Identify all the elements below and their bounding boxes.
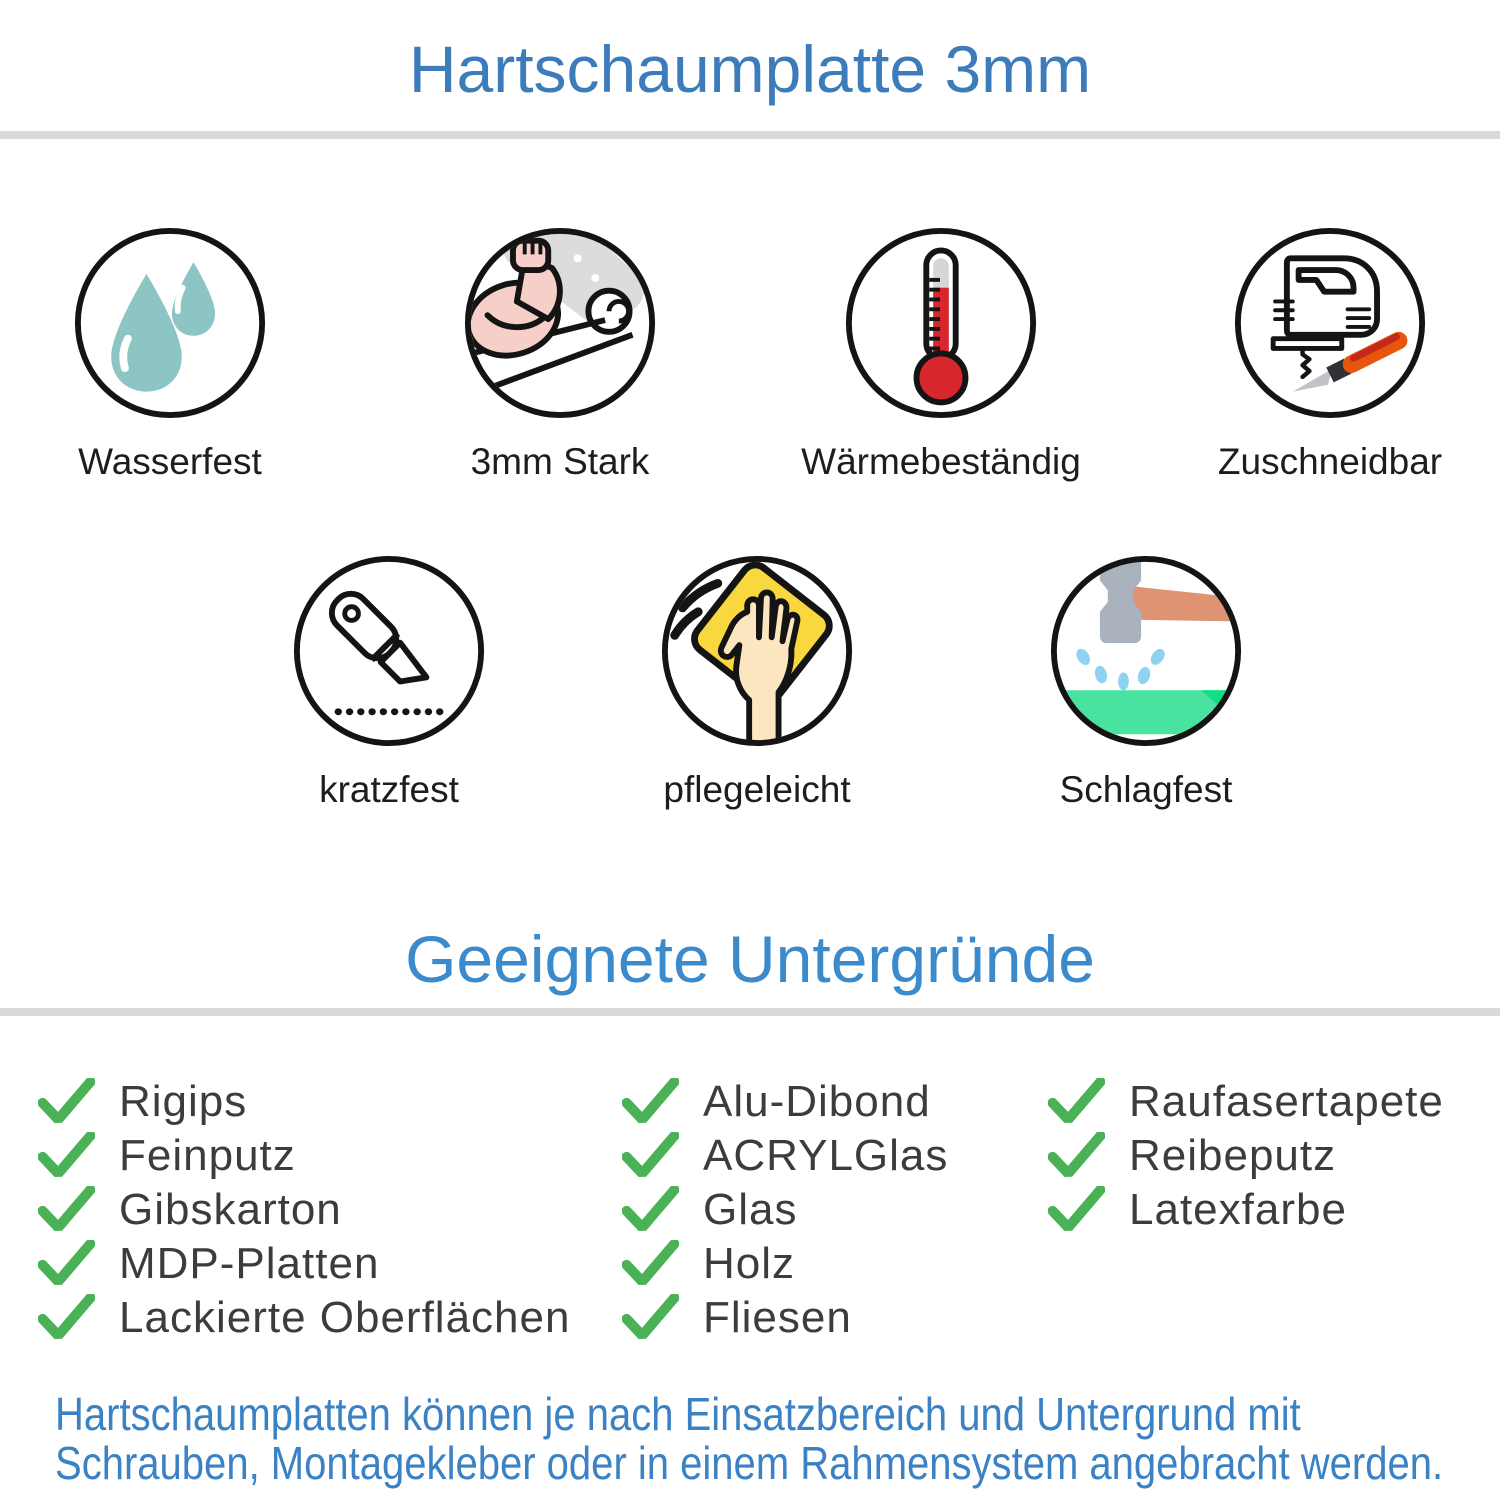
check-icon [622,1132,679,1180]
substrate-item [38,1129,570,1183]
substrate-label: Lackierte Oberflächen [119,1293,571,1342]
divider-top [0,131,1500,139]
substrate-label: MDP-Platten [119,1239,380,1288]
substrate-item [1048,1075,1444,1129]
feature-wasserfest [0,225,340,483]
check-icon [38,1186,95,1234]
substrate-label: Reibeputz [1129,1131,1337,1180]
check-icon [622,1294,679,1342]
feature-zuschneidbar [1160,225,1500,483]
check-icon [1048,1132,1105,1180]
substrate-item [38,1075,570,1129]
strong-arm-foam-roll-icon [462,225,658,421]
feature-kratzfest [219,553,559,811]
divider-middle [0,1008,1500,1016]
check-icon [622,1240,679,1288]
substrate-column-3 [1048,1075,1444,1237]
feature-label: Wärmebeständig [801,441,1081,482]
feature-pflegeleicht [587,553,927,811]
check-icon [1048,1186,1105,1234]
feature-schlagfest [976,553,1316,811]
feature-label: 3mm Stark [470,441,650,482]
mounting-note-line2: Schrauben, Montagekleber oder in einem Rahmensystem angebracht werden. [55,1437,1444,1489]
mounting-note [55,1390,1500,1488]
substrate-label: Holz [703,1239,796,1288]
section-title-untergruende: Geeignete Untergründe [405,922,1095,996]
substrate-label: ACRYLGlas [703,1131,949,1180]
jigsaw-and-cutter-icon [1232,225,1428,421]
check-icon [622,1078,679,1126]
feature-label: Schlagfest [1059,769,1233,810]
check-icon [1048,1078,1105,1126]
cleaning-hand-cloth-icon [659,553,855,749]
feature-label: pflegeleicht [663,769,851,810]
feature-label: kratzfest [319,769,459,810]
substrate-label: Latexfarbe [1129,1185,1347,1234]
substrate-label: Raufasertapete [1129,1077,1444,1126]
utility-knife-icon [291,553,487,749]
substrate-label: Fliesen [703,1293,852,1342]
substrate-label: Feinputz [119,1131,296,1180]
substrate-item [38,1237,570,1291]
substrate-item [38,1183,570,1237]
substrate-item [622,1291,948,1345]
check-icon [38,1078,95,1126]
feature-label: Zuschneidbar [1217,441,1443,482]
substrate-label: Gibskarton [119,1185,342,1234]
substrate-column-1 [38,1075,570,1345]
substrate-item [622,1129,948,1183]
substrate-label: Alu-Dibond [703,1077,931,1126]
substrate-item [622,1237,948,1291]
check-icon [38,1132,95,1180]
feature-waermebestaendig [771,225,1111,483]
substrate-item [1048,1183,1444,1237]
substrate-item [622,1183,948,1237]
mounting-note-line1: Hartschaumplatten können je nach Einsatzbereich und Untergrund mit [55,1388,1301,1440]
substrate-item [38,1291,570,1345]
substrate-label: Glas [703,1185,798,1234]
check-icon [622,1186,679,1234]
hammer-impact-icon [1048,553,1244,749]
feature-label: Wasserfest [78,441,262,482]
substrate-label: Rigips [119,1077,248,1126]
substrate-column-2 [622,1075,948,1345]
substrate-item [622,1075,948,1129]
thermometer-icon [843,225,1039,421]
check-icon [38,1240,95,1288]
check-icon [38,1294,95,1342]
page-title: Hartschaumplatte 3mm [408,32,1092,106]
water-drops-icon [72,225,268,421]
feature-3mm-stark [390,225,730,483]
substrate-item [1048,1129,1444,1183]
